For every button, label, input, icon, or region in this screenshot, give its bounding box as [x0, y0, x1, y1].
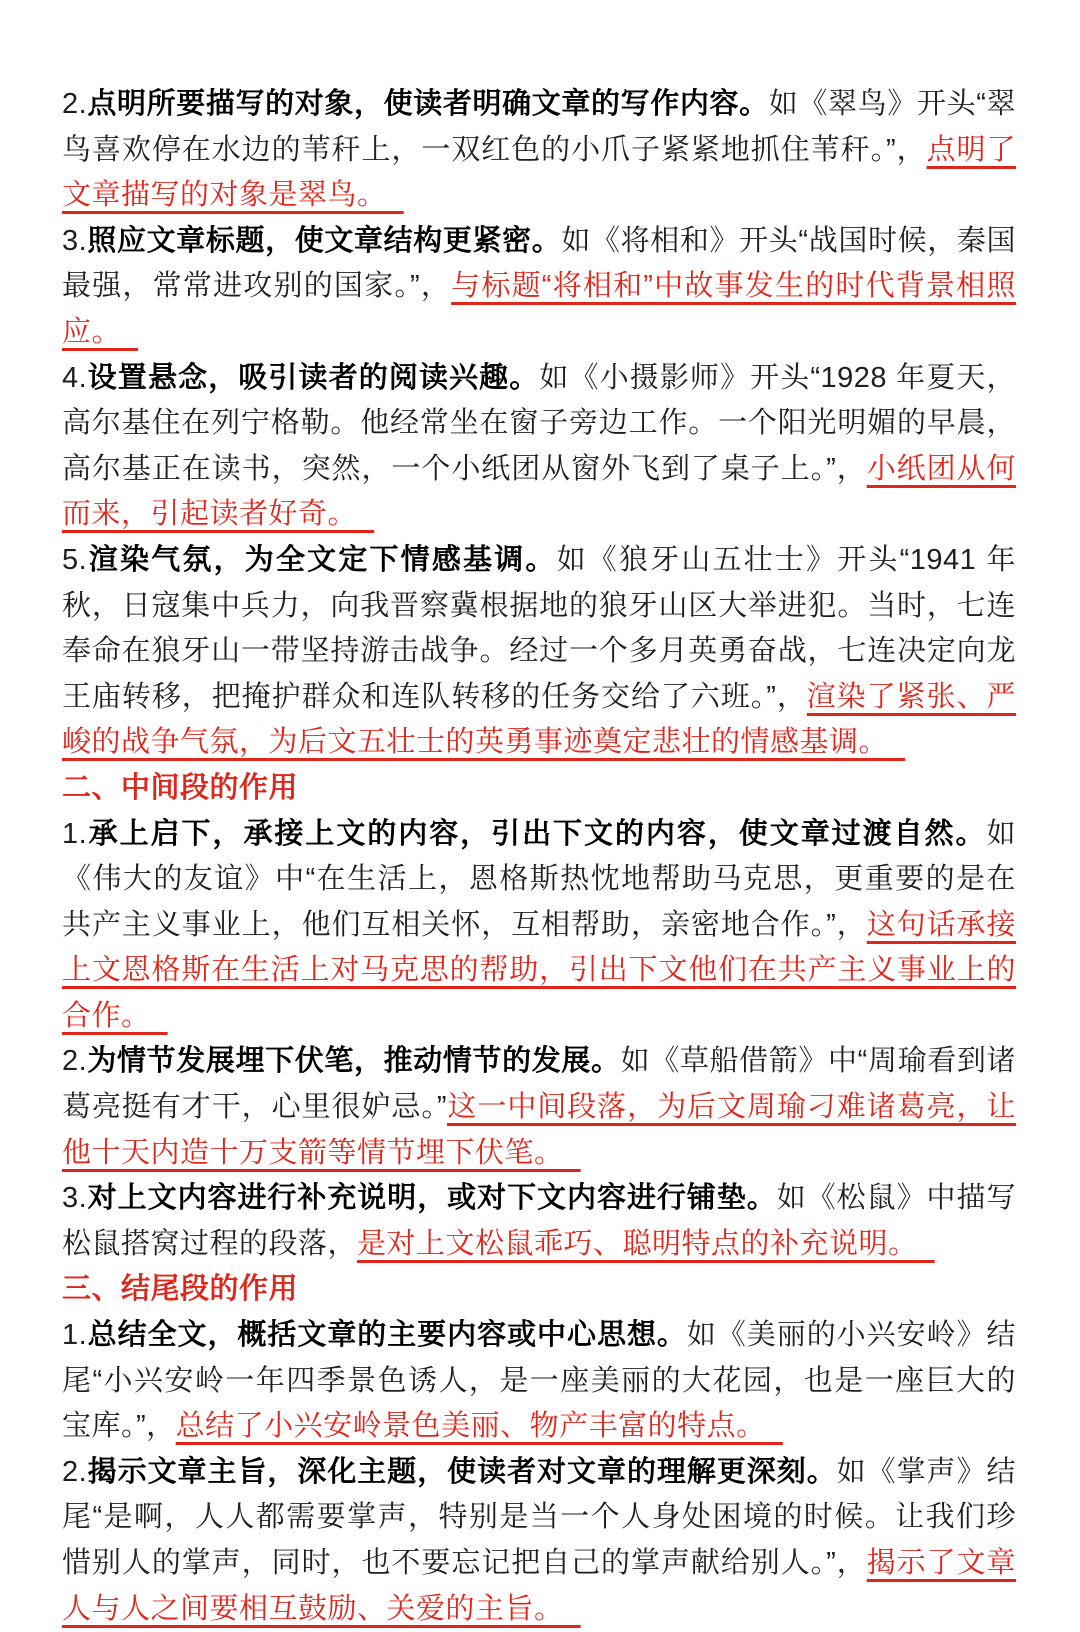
- text-segment-bold: 承上启下，承接上文的内容，引出下文的内容，使文章过渡自然。: [87, 817, 987, 850]
- text-segment-normal: 如《将相和》开头“战国时候，秦国最强，常常进攻别的国家。”，: [62, 224, 1016, 303]
- text-segment-red: 总结了小兴安岭景色美丽、物产丰富的特点。: [175, 1410, 766, 1443]
- text-segment-number: 1.: [62, 1319, 88, 1352]
- numbered-item: [62, 1176, 1016, 1267]
- text-segment-bold: 揭示文章主旨，深化主题，使读者对文章的理解更深刻。: [87, 1455, 837, 1488]
- text-segment-red-bold: 三、结尾段的作用: [62, 1273, 299, 1306]
- text-segment-number: 2.: [62, 1455, 88, 1488]
- text-segment-normal: 如《伟大的友谊》中“在生活上，恩格斯热忱地帮助马克思，更重要的是在共产主义事业上，他们互相关怀，互相帮助，亲密地合作。”，: [62, 817, 1016, 941]
- text-segment-red: 点明了文章描写的对象是翠鸟。: [62, 133, 1016, 212]
- numbered-item: [62, 356, 1016, 538]
- text-segment-bold: 总结全文，概括文章的主要内容或中心思想。: [87, 1319, 687, 1352]
- text-segment-red-bold: 二、中间段的作用: [62, 771, 299, 804]
- text-segment-normal: 如《掌声》结尾“是啊，人人都需要掌声，特别是当一个人身处困境的时候。让我们珍惜别人的掌声，同时，也不要忘记把自己的掌声献给别人。”，: [62, 1455, 1016, 1579]
- text-segment-normal: 如《翠鸟》开头“翠鸟喜欢停在水边的苇秆上，一双红色的小爪子紧紧地抓住苇秆。”，: [62, 88, 1016, 166]
- text-segment-normal: 如《草船借箭》中“周瑜看到诸葛亮挺有才干，心里很妒忌。”: [62, 1045, 1016, 1124]
- text-segment-bold: 照应文章标题，使文章结构更紧密。: [87, 224, 562, 257]
- section-heading: [62, 766, 1016, 812]
- text-segment-normal: 如《松鼠》中描写松鼠搭窝过程的段落，: [62, 1182, 1016, 1260]
- numbered-item: [62, 1313, 1016, 1450]
- text-segment-bold: 设置悬念，吸引读者的阅读兴趣。: [87, 361, 540, 394]
- text-segment-red: 这一中间段落，为后文周瑜刁难诸葛亮，让他十天内造十万支箭等情节埋下伏笔。: [62, 1091, 1016, 1169]
- text-segment-red: 与标题“将相和”中故事发生的时代背景相照应。: [62, 270, 1016, 348]
- text-segment-red: 这句话承接上文恩格斯在生活上对马克思的帮助，引出下文他们在共产主义事业上的合作。: [62, 908, 1016, 1032]
- text-segment-red: 小纸团从何而来，引起读者好奇。: [62, 452, 1016, 531]
- numbered-item: [62, 1039, 1016, 1176]
- text-segment-number: 2.: [62, 88, 88, 120]
- text-segment-normal: 如《美丽的小兴安岭》结尾“小兴安岭一年四季景色诱人，是一座美丽的大花园，也是一座巨大的宝库。”，: [62, 1319, 1016, 1443]
- text-segment-number: 4.: [62, 361, 88, 394]
- text-segment-normal: 如《小摄影师》开头“1928 年夏天，高尔基住在列宁格勒。他经常坐在窗子旁边工作。一个阳光明媚的早晨，高尔基正在读书，突然，一个小纸团从窗外飞到了桌子上。”，: [62, 361, 1016, 485]
- text-segment-number: 2.: [62, 1045, 88, 1078]
- text-segment-number: 5.: [62, 543, 88, 576]
- text-segment-red: 是对上文松鼠乖巧、聪明特点的补充说明。: [357, 1227, 918, 1260]
- text-segment-bold: 渲染气氛，为全文定下情感基调。: [87, 543, 557, 576]
- text-segment-bold: 点明所要描写的对象，使读者明确文章的写作内容。: [87, 88, 769, 120]
- text-segment-bold: 为情节发展埋下伏笔，推动情节的发展。: [87, 1045, 621, 1078]
- numbered-item: [62, 1450, 1016, 1632]
- text-segment-number: 1.: [62, 817, 88, 850]
- text-segment-bold: 对上文内容进行补充说明，或对下文内容进行铺垫。: [87, 1182, 777, 1215]
- text-segment-number: 3.: [62, 1182, 88, 1215]
- section-heading: [62, 1267, 1016, 1313]
- text-segment-red: 渲染了紧张、严峻的战争气氛，为后文五壮士的英勇事迹奠定悲壮的情感基调。: [62, 680, 1016, 759]
- numbered-item: [62, 219, 1016, 356]
- numbered-item: [62, 538, 1016, 766]
- text-segment-normal: 如《狼牙山五壮士》开头“1941 年秋，日寇集中兵力，向我晋察冀根据地的狼牙山区大举进犯。当时，七连奉命在狼牙山一带坚持游击战争。经过一个多月英勇奋战，七连决定向龙王庙转移，把掩护群众和连队转移的任务交给了六班。”，: [62, 543, 1016, 713]
- text-segment-red: 揭示了文章人与人之间要相互鼓励、关爱的主旨。: [62, 1547, 1016, 1625]
- numbered-item: [62, 812, 1016, 1040]
- text-segment-number: 3.: [62, 224, 88, 257]
- numbered-item: [62, 82, 1016, 219]
